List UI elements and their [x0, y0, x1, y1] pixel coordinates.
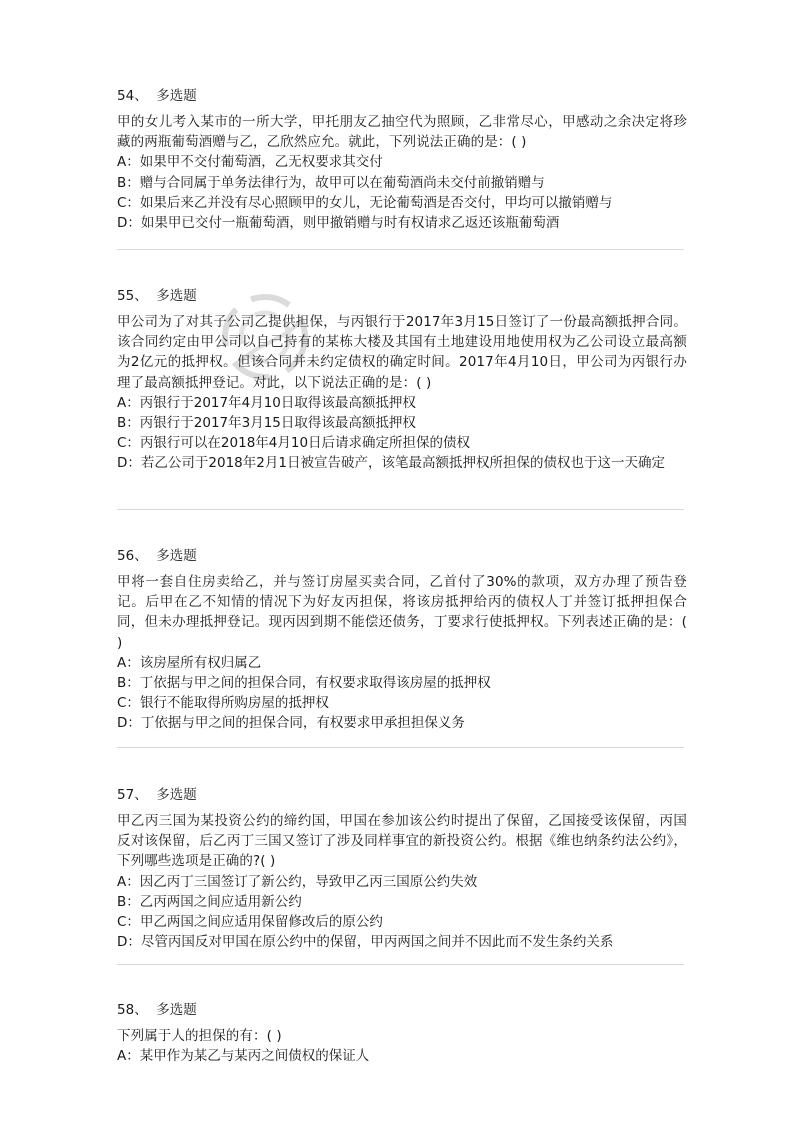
- option-c[interactable]: C： 丙银行可以在2018年4月10日后请求确定所担保的债权: [117, 435, 471, 452]
- question-header: 56、 多选题: [117, 548, 197, 564]
- option-a[interactable]: A： 因乙丙丁三国签订了新公约，导致甲乙丙三国原公约失效: [117, 873, 478, 890]
- option-b[interactable]: B： 赠与合同属于单务法律行为，故甲可以在葡萄酒尚未交付前撤销赠与: [117, 174, 545, 191]
- option-a[interactable]: A： 该房屋所有权归属乙: [117, 654, 262, 671]
- option-d[interactable]: D： 如果甲已交付一瓶葡萄酒，则甲撤销赠与时有权请求乙返还该瓶葡萄酒: [117, 215, 560, 232]
- option-c[interactable]: C： 如果后来乙并没有尽心照顾甲的女儿，无论葡萄酒是否交付，甲均可以撤销赠与: [117, 194, 613, 211]
- option-d[interactable]: D： 若乙公司于2018年2月1日被宣告破产，该笔最高额抵押权所担保的债权也于这一天确定: [117, 455, 665, 472]
- question-stem: 甲的女儿考入某市的一所大学，甲托朋友乙抽空代为照顾，乙非常尽心，甲感动之余决定将珍藏的两瓶葡萄酒赠与乙，乙欣然应允。就此，下列说法正确的是：( ): [117, 114, 687, 151]
- option-c[interactable]: C： 甲乙两国之间应适用保留修改后的原公约: [117, 914, 383, 931]
- question-divider: [117, 964, 684, 965]
- question-58: [117, 1000, 687, 1066]
- question-stem: 甲公司为了对其子公司乙提供担保，与丙银行于2017年3月15日签订了一份最高额抵押合同。该合同约定由甲公司以自己持有的某栋大楼及其国有土地建设用地使用权为乙公司设立最高额为2亿元的抵押权。但该合同并未约定债权的确定时间。2017年4月10日，甲公司为丙银行办理了最高额抵押登记。对此，以下说法正确的是：( ): [117, 314, 687, 391]
- option-b[interactable]: B： 乙丙两国之间应适用新公约: [117, 893, 302, 910]
- question-54: [117, 86, 687, 233]
- question-header: 58、 多选题: [117, 1002, 197, 1018]
- question-divider: [117, 509, 684, 510]
- question-stem: 甲将一套自住房卖给乙，并与签订房屋买卖合同，乙首付了30%的款项，双方办理了预告登记。后甲在乙不知情的情况下为好友丙担保，将该房抵押给丙的债权人丁并签订抵押担保合同，但未办理抵押登记。现丙因到期不能偿还债务，丁要求行使抵押权。下列表述正确的是：( ): [117, 574, 687, 651]
- option-b[interactable]: B： 丁依据与甲之间的担保合同，有权要求取得该房屋的抵押权: [117, 675, 491, 692]
- question-55: [117, 286, 687, 474]
- question-divider: [117, 747, 684, 748]
- question-header: 57、 多选题: [117, 787, 197, 803]
- option-c[interactable]: C： 银行不能取得所购房屋的抵押权: [117, 695, 329, 712]
- option-a[interactable]: A： 丙银行于2017年4月10日取得该最高额抵押权: [117, 394, 416, 411]
- option-d[interactable]: D： 尽管丙国反对甲国在原公约中的保留，甲丙两国之间并不因此而不发生条约关系: [117, 934, 614, 951]
- question-57: [117, 785, 687, 952]
- option-a[interactable]: A： 某甲作为某乙与某丙之间债权的保证人: [117, 1048, 370, 1065]
- question-stem: 下列属于人的担保的有：( ): [117, 1028, 282, 1044]
- option-a[interactable]: A： 如果甲不交付葡萄酒，乙无权要求其交付: [117, 154, 383, 171]
- question-header: 55、 多选题: [117, 288, 197, 304]
- option-b[interactable]: B： 丙银行于2017年3月15日取得该最高额抵押权: [117, 415, 416, 432]
- question-divider: [117, 249, 684, 250]
- question-stem: 甲乙丙三国为某投资公约的缔约国，甲国在参加该公约时提出了保留，乙国接受该保留，丙国反对该保留，后乙丙丁三国又签订了涉及同样事宜的新投资公约。根据《维也纳条约法公约》，下列哪些选项是正确的?( ): [117, 813, 687, 870]
- question-56: [117, 546, 687, 734]
- question-header: 54、 多选题: [117, 88, 197, 104]
- option-d[interactable]: D： 丁依据与甲之间的担保合同，有权要求甲承担担保义务: [117, 715, 465, 732]
